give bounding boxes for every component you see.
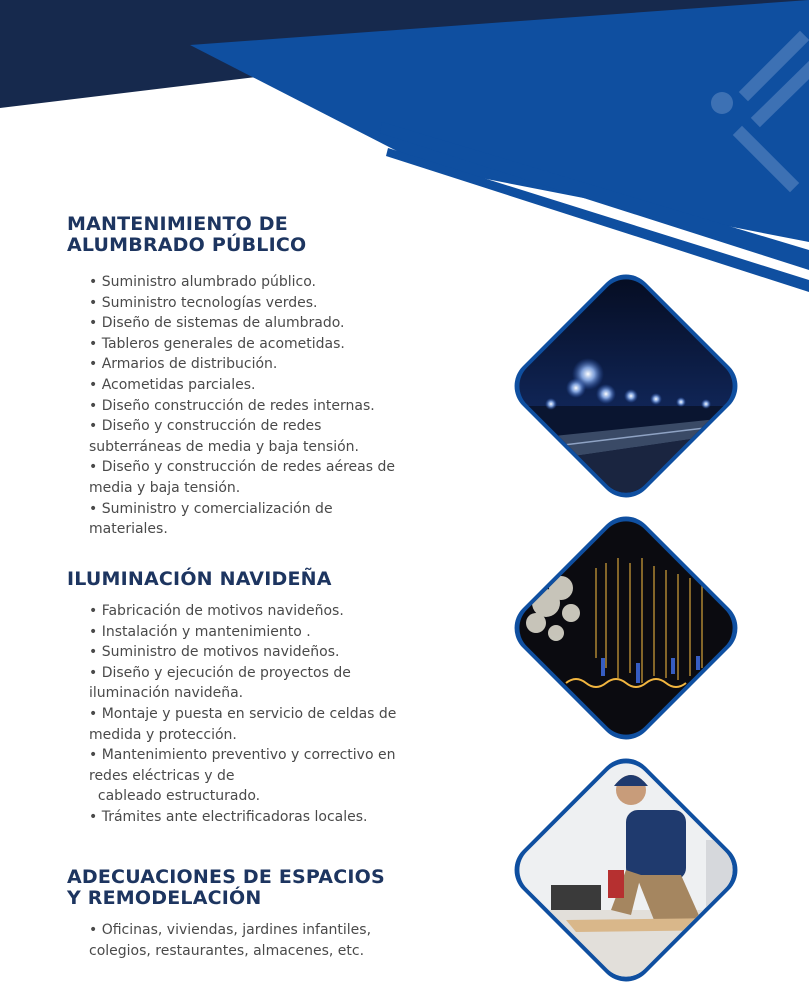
list-item: • Diseño y construcción de redes aéreas de bbox=[89, 459, 395, 476]
section-title-navidena: ILUMINACIÓN NAVIDEÑA bbox=[67, 568, 332, 590]
list-item: • Suministro y comercialización de bbox=[89, 500, 333, 517]
list-item: • Oficinas, viviendas, jardines infantiles, bbox=[89, 922, 372, 938]
list-item: medida y protección. bbox=[89, 726, 237, 743]
list-item: • Fabricación de motivos navideños. bbox=[89, 603, 344, 619]
services-list-adecuaciones bbox=[89, 920, 371, 961]
list-item: • Suministro tecnologías verdes. bbox=[89, 294, 318, 311]
list-item: • Armarios de distribución. bbox=[89, 356, 278, 373]
list-item: • Suministro alumbrado público. bbox=[89, 274, 317, 290]
list-item: • Instalación y mantenimiento . bbox=[89, 623, 311, 640]
list-item: • Acometidas parciales. bbox=[89, 376, 256, 393]
list-item: subterráneas de media y baja tensión. bbox=[89, 438, 359, 455]
list-item: • Diseño y ejecución de proyectos de bbox=[89, 664, 351, 681]
remodeling-worker-photo bbox=[506, 750, 746, 990]
street-lighting-photo bbox=[506, 266, 746, 506]
section-title-adecuaciones: ADECUACIONES DE ESPACIOS Y REMODELACIÓN bbox=[67, 866, 385, 909]
list-item: • Diseño construcción de redes internas. bbox=[89, 397, 375, 414]
list-item: • Trámites ante electrificadoras locales. bbox=[89, 808, 368, 825]
services-list-alumbrado bbox=[89, 272, 395, 540]
list-item: colegios, restaurantes, almacenes, etc. bbox=[89, 942, 365, 959]
section-title-alumbrado: MANTENIMIENTO DE ALUMBRADO PÚBLICO bbox=[67, 213, 307, 256]
list-item: • Diseño y construcción de redes bbox=[89, 418, 322, 435]
list-item: • Mantenimiento preventivo y correctivo en bbox=[89, 747, 396, 764]
list-item: iluminación navideña. bbox=[89, 685, 244, 702]
services-list-navidena bbox=[89, 601, 396, 828]
list-item: media y baja tensión. bbox=[89, 479, 241, 496]
list-item: redes eléctricas y de bbox=[89, 767, 235, 784]
list-item: • Montaje y puesta en servicio de celdas de bbox=[89, 705, 397, 722]
list-item: • Diseño de sistemas de alumbrado. bbox=[89, 315, 345, 332]
list-item: • Tableros generales de acometidas. bbox=[89, 335, 345, 352]
list-item: materiales. bbox=[89, 521, 168, 538]
list-item: • Suministro de motivos navideños. bbox=[89, 644, 340, 661]
christmas-lights-photo bbox=[506, 508, 746, 748]
list-item: cableado estructurado. bbox=[89, 788, 261, 805]
